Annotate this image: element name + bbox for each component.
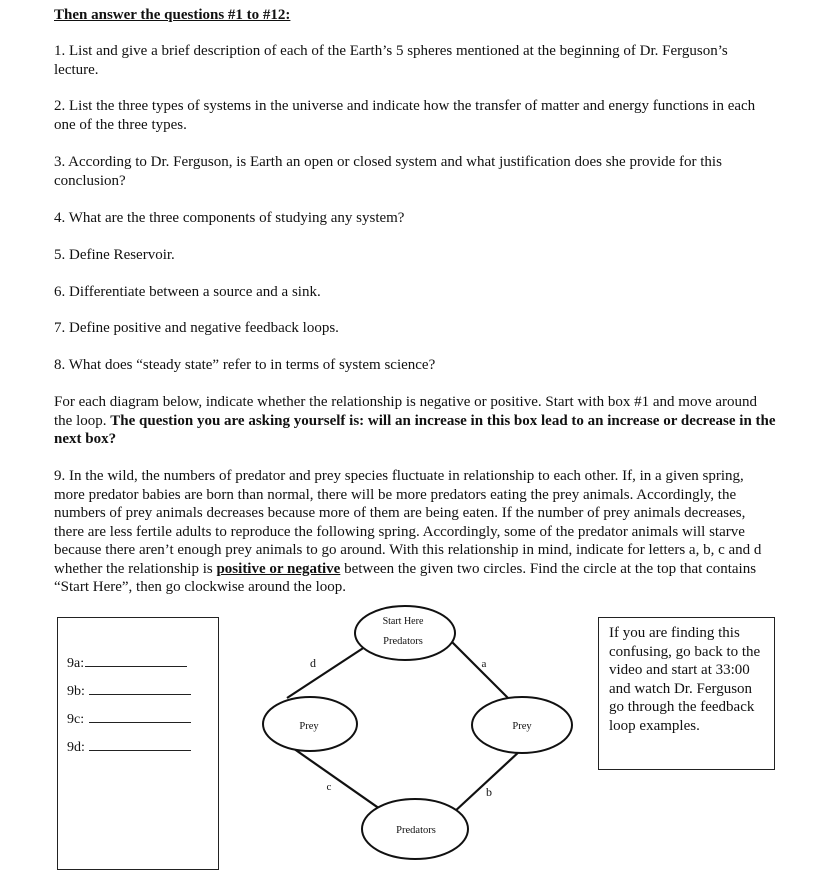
top-predators-text: Predators — [383, 636, 423, 647]
answer-9a-label: 9a: — [67, 656, 85, 671]
prey-left-text: Prey — [299, 721, 319, 732]
answer-9d[interactable] — [67, 736, 191, 758]
start-predators-circle — [355, 606, 455, 660]
answer-box — [57, 617, 219, 870]
question-9-text-end: between the given two circles. Find the circle at the top that contains “Start Here”, then go clockwise around the loop. — [54, 560, 757, 595]
label-d: d — [310, 656, 316, 670]
answer-9a[interactable] — [67, 652, 187, 674]
section-heading: Then answer the questions #1 to #12: — [54, 7, 291, 23]
question-9-emphasis: positive or negative — [216, 560, 341, 577]
instructions-text: For each diagram below, indicate whether the relationship is negative or positive. Start with box #1 and move around the loop. — [54, 394, 758, 429]
bottom-predators-text: Predators — [396, 825, 436, 836]
label-a: a — [481, 658, 487, 670]
answer-9c-blank[interactable] — [89, 708, 191, 723]
diagram-instructions — [54, 393, 776, 449]
question-4: 4. What are the three components of studying any system? — [54, 210, 405, 226]
question-8: 8. What does “steady state” refer to in terms of system science? — [54, 357, 436, 373]
instructions-bold-text: The question you are asking yourself is: will an increase in this box lead to an increase or decrease in the next box? — [54, 412, 776, 447]
start-here-text: Start Here — [382, 616, 424, 627]
answer-9b[interactable] — [67, 680, 191, 702]
answer-9c[interactable] — [67, 708, 191, 730]
question-2: 2. List the three types of systems in the universe and indicate how the transfer of matter and energy functions in each one of the three types. — [54, 98, 756, 133]
question-7: 7. Define positive and negative feedback loops. — [54, 320, 339, 336]
answer-9b-blank[interactable] — [89, 680, 191, 695]
question-1: 1. List and give a brief description of each of the Earth’s 5 spheres mentioned at the beginning of Dr. Ferguson’s lecture. — [54, 43, 728, 78]
link-c-line — [290, 746, 390, 816]
question-9-text: 9. In the wild, the numbers of predator and prey species fluctuate in relationship to each other. If, in a given spring, more predator babies are born than normal, there will be more predators eating the prey animals. Accordingly, the numbers of prey animals decreases because more of them are being eaten. If the number of prey animals decreases, there are less fertile adults to reproduce the following spring. Accordingly, some of the predator animals will starve because there aren’t enough prey animals to go around. With this relationship in mind, indicate for letters a, b, c and d whether the relationship is — [54, 468, 762, 577]
label-c: c — [326, 781, 332, 793]
link-b-line — [453, 750, 521, 813]
link-a-line — [451, 641, 510, 700]
question-3: 3. According to Dr. Ferguson, is Earth an open or closed system and what justification does she provide for this conclusion? — [54, 154, 722, 189]
question-6: 6. Differentiate between a source and a sink. — [54, 284, 321, 300]
label-b: b — [486, 785, 492, 799]
question-5: 5. Define Reservoir. — [54, 247, 175, 263]
prey-right-text: Prey — [512, 721, 532, 732]
answer-9c-label: 9c: — [67, 712, 85, 727]
answer-9d-blank[interactable] — [89, 736, 191, 751]
feedback-loop-diagram — [255, 605, 585, 885]
question-9 — [54, 467, 774, 597]
answer-9d-label: 9d: — [67, 740, 85, 755]
answer-9a-blank[interactable] — [85, 652, 187, 667]
answer-9b-label: 9b: — [67, 684, 85, 699]
help-note: If you are finding this confusing, go back to the video and start at 33:00 and watch Dr. Ferguson go through the feedback loop examples. — [598, 617, 775, 770]
